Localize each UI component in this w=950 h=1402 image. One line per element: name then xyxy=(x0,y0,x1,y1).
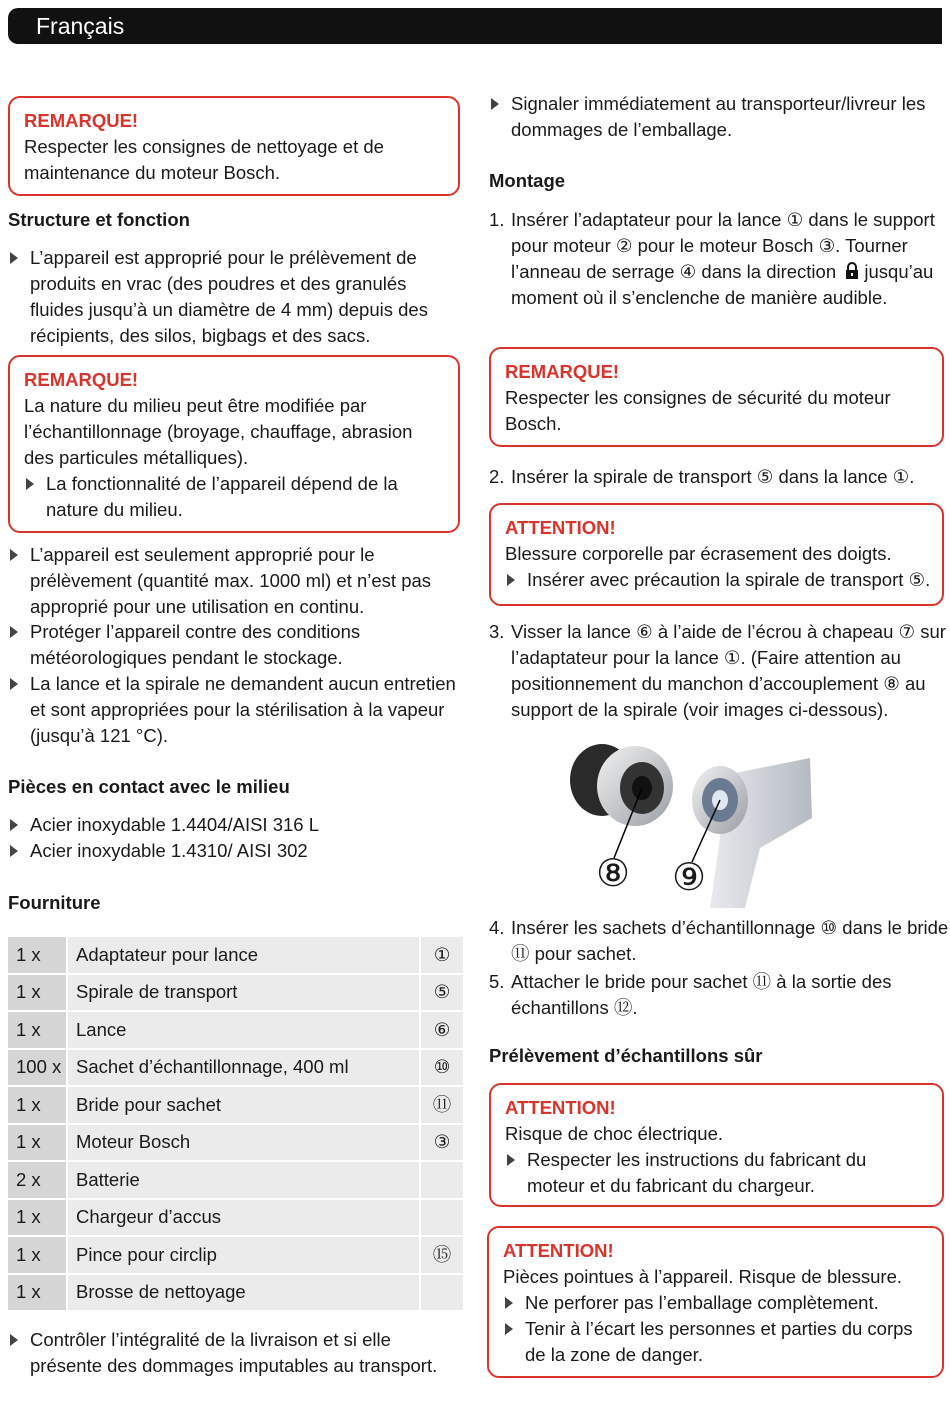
note-text: Respecter les consignes de nettoyage et de maintenance du moteur Bosch. xyxy=(24,136,384,183)
material-item: Acier inoxydable 1.4404/AISI 316 L xyxy=(8,812,460,838)
note-text: Respecter les consignes de sécurité du moteur Bosch. xyxy=(505,387,891,434)
note-medium xyxy=(8,355,460,533)
step-number: 2. xyxy=(489,466,505,487)
lock-icon xyxy=(845,262,859,280)
section-heading-structure: Structure et fonction xyxy=(8,209,190,230)
note-cleaning xyxy=(8,96,460,196)
step-5 xyxy=(489,969,950,1021)
lance-image xyxy=(692,758,812,908)
ref-cell: ① xyxy=(421,937,463,975)
step-number: 3. xyxy=(489,621,505,642)
qty-cell: 1 x xyxy=(8,1275,68,1313)
ref-cell xyxy=(421,1275,463,1313)
attention-bullet: Ne perforer pas l’emballage complètement. xyxy=(503,1290,925,1316)
table-row xyxy=(8,1087,463,1125)
step-text: Insérer les sachets d’échantillonnage ⑩ dans le bride ⑪ pour sachet. xyxy=(511,917,949,964)
bullet-report-damage: Signaler immédiatement au transporteur/livreur les dommages de l’emballage. xyxy=(489,91,950,143)
lance-adapter-image xyxy=(570,744,673,826)
attention-bullet: Respecter les instructions du fabricant du moteur et du fabricant du chargeur. xyxy=(505,1147,917,1199)
attention-text: Blessure corporelle par écrasement des doigts. xyxy=(505,543,892,564)
step-text: Attacher le bride pour sachet ⑪ à la sortie des échantillons ⑫. xyxy=(511,971,892,1018)
ref-cell: ⑤ xyxy=(421,975,463,1013)
bullet-weather: Protéger l’appareil contre des conditions météorologiques pendant le stockage. xyxy=(8,619,460,671)
step-number: 1. xyxy=(489,209,505,230)
bullet-check-delivery: Contrôler l’intégralité de la livraison et si elle présente des dommages imputables au transport. xyxy=(8,1327,450,1379)
attention-label: ATTENTION! xyxy=(503,1240,614,1261)
table-row xyxy=(8,1237,463,1275)
step-text: Visser la lance ⑥ à l’aide de l’écrou à chapeau ⑦ sur l’adaptateur pour la lance ①. (Faire attention au positionnement du manchon d’accouplement ⑧ au support de la spirale (voir images ci-dessous). xyxy=(511,621,946,720)
qty-cell: 1 x xyxy=(8,975,68,1013)
desc-cell: Spirale de transport xyxy=(68,975,421,1013)
attention-bullet: Insérer avec précaution la spirale de transport ⑤. xyxy=(505,567,947,593)
qty-cell: 1 x xyxy=(8,1012,68,1050)
note-safety xyxy=(489,347,944,447)
note-bullet: La fonctionnalité de l’appareil dépend de la nature du milieu. xyxy=(24,471,426,523)
table-row xyxy=(8,937,463,975)
ref-cell: ③ xyxy=(421,1125,463,1163)
section-heading-contact: Pièces en contact avec le milieu xyxy=(8,776,290,797)
language-title: Français xyxy=(36,13,125,39)
step-number: 4. xyxy=(489,917,505,938)
bullet-max-quantity: L’appareil est seulement approprié pour le prélèvement (quantité max. 1000 ml) et n’est pas approprié pour une utilisation en continu. xyxy=(8,542,468,620)
desc-cell: Brosse de nettoyage xyxy=(68,1275,421,1313)
step-text: Insérer la spirale de transport ⑤ dans la lance ①. xyxy=(511,466,915,487)
attention-label: ATTENTION! xyxy=(505,517,616,538)
ref-cell: ⑮ xyxy=(421,1237,463,1275)
attention-text: Pièces pointues à l’appareil. Risque de blessure. xyxy=(503,1266,903,1287)
attention-text: Risque de choc électrique. xyxy=(505,1123,724,1144)
step-3 xyxy=(489,619,950,723)
ref-cell: ⑪ xyxy=(421,1087,463,1125)
callout-9: ⑨ xyxy=(672,857,707,899)
table-row xyxy=(8,1275,463,1313)
step-1 xyxy=(489,207,941,311)
table-row xyxy=(8,1012,463,1050)
material-item: Acier inoxydable 1.4310/ AISI 302 xyxy=(8,838,460,864)
desc-cell: Pince pour circlip xyxy=(68,1237,421,1275)
desc-cell: Chargeur d’accus xyxy=(68,1200,421,1238)
language-header xyxy=(8,8,942,44)
step-2 xyxy=(489,464,950,490)
qty-cell: 1 x xyxy=(8,937,68,975)
table-row xyxy=(8,1200,463,1238)
bullet-bulk-sampling: L’appareil est approprié pour le prélèvement de produits en vrac (des poudres et des granulés fluides jusqu’à un diamètre de 4 mm) depuis des récipients, des silos, bigbags et des sacs. xyxy=(8,245,460,349)
attention-label: ATTENTION! xyxy=(505,1097,616,1118)
section-heading-safe-sampling: Prélèvement d’échantillons sûr xyxy=(489,1045,763,1066)
qty-cell: 2 x xyxy=(8,1162,68,1200)
table-row xyxy=(8,975,463,1013)
qty-cell: 1 x xyxy=(8,1087,68,1125)
attention-crushing xyxy=(489,503,944,606)
section-heading-montage: Montage xyxy=(489,170,566,191)
ref-cell xyxy=(421,1200,463,1238)
note-label: REMARQUE! xyxy=(505,361,620,382)
desc-cell: Sachet d’échantillonnage, 400 ml xyxy=(68,1050,421,1088)
supply-table xyxy=(8,937,463,1312)
table-row xyxy=(8,1162,463,1200)
desc-cell: Bride pour sachet xyxy=(68,1087,421,1125)
step-4 xyxy=(489,915,950,967)
note-text: La nature du milieu peut être modifiée par l’échantillonnage (broyage, chauffage, abrasion des particules métalliques). xyxy=(24,395,413,468)
table-row xyxy=(8,1050,463,1088)
qty-cell: 1 x xyxy=(8,1125,68,1163)
desc-cell: Moteur Bosch xyxy=(68,1125,421,1163)
section-heading-supply: Fourniture xyxy=(8,892,101,913)
bullet-sterilization: La lance et la spirale ne demandent aucun entretien et sont appropriées pour la stérilisation à la vapeur (jusqu’à 121 °C). xyxy=(8,671,460,749)
table-row xyxy=(8,1125,463,1163)
step-text-end: jusqu’au moment où il s’enclenche de manière audible. xyxy=(511,261,934,308)
ref-cell: ⑩ xyxy=(421,1050,463,1088)
qty-cell: 1 x xyxy=(8,1200,68,1238)
step-number: 5. xyxy=(489,971,505,992)
note-label: REMARQUE! xyxy=(24,110,139,131)
attention-electric xyxy=(489,1083,944,1207)
attention-sharp-parts xyxy=(487,1226,944,1378)
callout-8: ⑧ xyxy=(596,853,631,895)
qty-cell: 1 x xyxy=(8,1237,68,1275)
desc-cell: Lance xyxy=(68,1012,421,1050)
desc-cell: Batterie xyxy=(68,1162,421,1200)
ref-cell xyxy=(421,1162,463,1200)
attention-bullet: Tenir à l’écart les personnes et parties du corps de la zone de danger. xyxy=(503,1316,925,1368)
ref-cell: ⑥ xyxy=(421,1012,463,1050)
desc-cell: Adaptateur pour lance xyxy=(68,937,421,975)
step-text: Insérer l’adaptateur pour la lance ① dans le support pour moteur ② pour le moteur Bosch ③. Tourner l’anneau de serrage ④ dans la direction xyxy=(511,209,935,282)
note-label: REMARQUE! xyxy=(24,369,139,390)
qty-cell: 100 x xyxy=(8,1050,68,1088)
